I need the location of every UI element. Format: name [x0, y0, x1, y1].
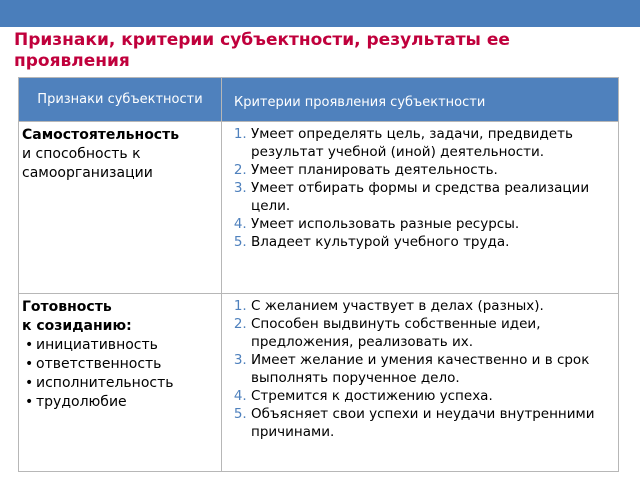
sign-bullets [22, 336, 218, 412]
header-signs: Признаки субъектности [19, 78, 222, 122]
subjectivity-table [18, 77, 619, 472]
list-item: 2. Способен выдвинуть собственные идеи, предложения, реализовать их. [251, 315, 614, 351]
list-item: 5. Владеет культурой учебного труда. [251, 233, 614, 251]
list-item: 5. Объясняет свои успехи и неудачи внутренними причинами. [251, 405, 614, 441]
sign-cell-independence [19, 122, 222, 294]
table-header-row [19, 78, 619, 122]
list-item: 1. Умеет определять цель, задачи, предвидеть результат учебной (иной) деятельности. [251, 125, 614, 161]
list-item: • трудолюбие [36, 393, 218, 412]
header-criteria: Критерии проявления субъектности [222, 78, 619, 122]
list-item: • ответственность [36, 355, 218, 374]
table-row [19, 122, 619, 294]
list-item: 3. Имеет желание и умения качественно и в срок выполнять порученное дело. [251, 351, 614, 387]
criteria-list [228, 297, 614, 441]
top-decor-bar [0, 0, 640, 27]
criteria-list [228, 125, 614, 251]
sign-subtitle: к созиданию: [22, 318, 132, 334]
list-item: 3. Умеет отбирать формы и средства реализации цели. [251, 179, 614, 215]
list-item: 4. Умеет использовать разные ресурсы. [251, 215, 614, 233]
list-item: • инициативность [36, 336, 218, 355]
table-row [19, 294, 619, 472]
list-item: • исполнительность [36, 374, 218, 393]
sign-title: Самостоятельность [22, 127, 180, 143]
criteria-cell-creation [222, 294, 619, 472]
sign-title: Готовность [22, 299, 112, 315]
list-item: 2. Умеет планировать деятельность. [251, 161, 614, 179]
sign-text: и способность к самоорганизации [22, 146, 153, 181]
list-item: 1. С желанием участвует в делах (разных). [251, 297, 614, 315]
criteria-cell-independence [222, 122, 619, 294]
slide-title: Признаки, критерии субъектности, результаты ее проявления [14, 30, 510, 71]
list-item: 4. Стремится к достижению успеха. [251, 387, 614, 405]
sign-cell-creation [19, 294, 222, 472]
